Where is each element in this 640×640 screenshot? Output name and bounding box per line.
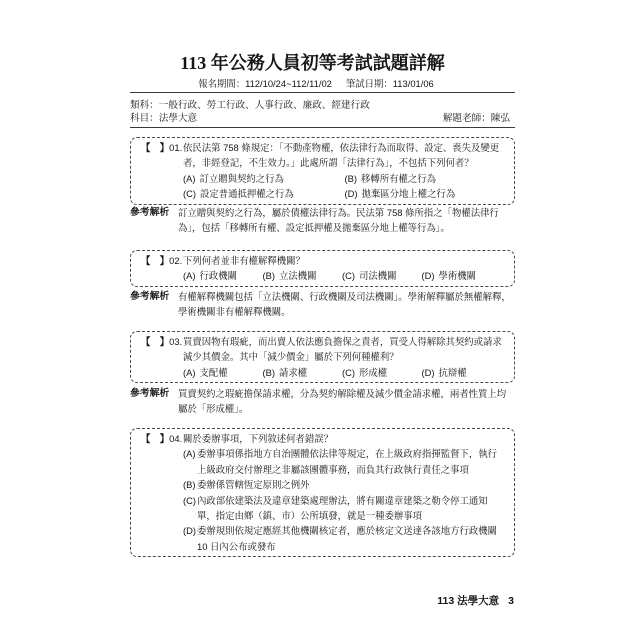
option-text: 學術機關: [438, 270, 477, 282]
question-stem-text: 下列何者並非有權解釋機關？: [183, 255, 305, 266]
question-number: 01.: [169, 142, 183, 153]
option-a: [183, 171, 345, 186]
question-stem-text: 依民法第 758 條規定：「不動產物權，依法律行為而取得、設定、喪失及變更: [183, 142, 500, 153]
option-marker: (C): [342, 270, 356, 282]
option-marker: (A): [183, 366, 196, 378]
question-number: 04.: [169, 433, 183, 444]
explanation-3: [130, 386, 515, 417]
option-marker: (D): [421, 366, 435, 378]
option-marker: (C): [183, 188, 197, 200]
question-lead: [141, 253, 183, 268]
exam-schedule: [120, 77, 512, 91]
question-stem-text: 關於委辦事項，下列敘述何者錯誤？: [183, 433, 334, 444]
option-text: 拋棄區分地上權之行為: [361, 188, 456, 200]
option-text-line: 內政部依建築法及違章建築處理辦法，將有關違章建築之勒令停工通知: [197, 494, 488, 506]
answer-bracket: 【 】: [141, 336, 170, 347]
explanation-2: [130, 289, 515, 320]
option-c: [342, 365, 422, 380]
question-number: 02.: [169, 255, 183, 266]
option-text-line: 委辦事項係指地方自治團體依法律等規定，在上級政府指揮監督下，執行: [197, 448, 498, 460]
option-text-line: 委辦係管轄恆定原則之例外: [197, 479, 310, 491]
option-a: [183, 365, 263, 380]
option-b: [345, 171, 507, 186]
exam-date: 筆試日期：113/01/06: [345, 78, 434, 89]
running-title: 113 法學大意: [437, 595, 500, 607]
subheader-divider: [130, 127, 515, 128]
question-stem-text: 減少其價金。其中「減少價金」屬於下列何種權利？: [183, 351, 399, 363]
option-marker: (C): [183, 494, 197, 506]
option-a: [183, 268, 263, 283]
option-marker: (B): [262, 366, 275, 378]
option-c: [183, 186, 345, 201]
option-text-line: 上級政府交付辦理之非屬該團體事務，而負其行政執行責任之事項: [197, 463, 469, 475]
options-row: [141, 268, 506, 283]
registration-period: 報名期間：112/10/24~112/11/02: [198, 78, 332, 89]
page-title: 113 年公務人員初等考試試題詳解: [180, 53, 445, 73]
option-text-line: 委辦規則依規定應經其他機關核定者，應於核定文送達各該地方行政機關: [197, 525, 498, 537]
option-d: [422, 365, 502, 380]
header-divider: [130, 92, 515, 93]
option-text-line: 單，指定由鄉（鎮、市）公所填發，就是一種委辦事項: [197, 509, 423, 521]
option-b: [263, 268, 343, 283]
option-c: [141, 493, 506, 524]
option-text: 行政機關: [199, 270, 238, 282]
option-marker: (C): [342, 366, 356, 378]
option-d: [141, 523, 506, 554]
explanation-text: 買賣契約之瑕疵擔保請求權，分為契約解除權及減少價金請求權，兩者性質上均: [178, 388, 507, 399]
answer-bracket: 【 】: [141, 255, 170, 266]
question-lead: [141, 334, 183, 349]
option-c: [342, 268, 422, 283]
option-marker: (D): [421, 270, 435, 282]
option-marker: (A): [183, 448, 196, 460]
question-stem-line: [141, 140, 506, 155]
explanation-label: 參考解析: [130, 388, 170, 399]
question-stem-text: 買賣因物有瑕疵，而出賣人依法應負擔保之責者，買受人得解除其契約或請求: [183, 336, 502, 347]
option-text-line: 10 日內公布或發布: [197, 540, 276, 552]
question-lead: [141, 431, 183, 446]
question-1-box: [130, 137, 515, 205]
explanation-text: 訂立贈與契約之行為，屬於債權法律行為。民法第 758 條所指之「物權法律行: [178, 207, 499, 218]
options-row: [141, 365, 506, 380]
option-text: 移轉所有權之行為: [361, 172, 437, 184]
option-text: 支配權: [199, 366, 228, 378]
question-number: 03.: [169, 336, 183, 347]
teacher-name: 解題老師：陳弘: [442, 113, 510, 124]
option-b: [263, 365, 343, 380]
option-text: 訂立贈與契約之行為: [199, 172, 284, 184]
explanation-text: 屬於「形成權」。: [178, 403, 249, 415]
question-lead: [141, 140, 183, 155]
answer-bracket: 【 】: [141, 142, 170, 153]
question-2-box: [130, 250, 515, 287]
option-marker: (A): [183, 172, 196, 184]
page-number: 3: [508, 595, 514, 607]
option-b: [141, 477, 506, 492]
explanation-label: 參考解析: [130, 291, 170, 302]
option-marker: (D): [344, 188, 358, 200]
option-d: [422, 268, 502, 283]
option-text: 司法機關: [359, 270, 397, 282]
option-text: 設定普通抵押權之行為: [200, 188, 294, 200]
option-text: 形成權: [359, 366, 388, 378]
option-marker: (B): [262, 270, 275, 282]
question-stem-text: 者，非經登記，不生效力。」此處所謂「法律行為」，不包括下列何者？: [183, 157, 474, 169]
explanation-text: 為」，包括「移轉所有權、設定抵押權及拋棄區分地上權等行為」。: [178, 222, 450, 234]
explanation-label: 參考解析: [130, 207, 170, 218]
option-marker: (B): [183, 479, 196, 491]
option-marker: (A): [183, 270, 196, 282]
explanation-text: 有權解釋機關包括「立法機關、行政機關及司法機關」。學術解釋屬於無權解釋，: [178, 291, 511, 302]
option-d: [345, 186, 507, 201]
option-a: [141, 446, 506, 477]
options-row: [141, 186, 506, 201]
question-3-box: [130, 331, 515, 383]
page-footer: [437, 594, 514, 608]
option-marker: (D): [183, 525, 197, 537]
question-stem-line: [141, 253, 506, 268]
explanation-1: [130, 205, 515, 236]
exam-subject: 科目：法學大意: [130, 113, 198, 124]
option-text: 立法機關: [279, 270, 317, 282]
question-stem-line: [141, 334, 506, 349]
options-row: [141, 171, 506, 186]
answer-bracket: 【 】: [141, 433, 170, 444]
explanation-text: 學術機關非有權解釋機關。: [178, 306, 291, 318]
option-text: 請求權: [279, 366, 308, 378]
exam-category: 類科：一般行政、勞工行政、人事行政、廉政、經建行政: [130, 100, 370, 111]
option-marker: (B): [344, 172, 357, 184]
question-stem-line: [141, 431, 506, 446]
option-text: 抗辯權: [438, 366, 467, 378]
question-4-box: [130, 428, 515, 557]
